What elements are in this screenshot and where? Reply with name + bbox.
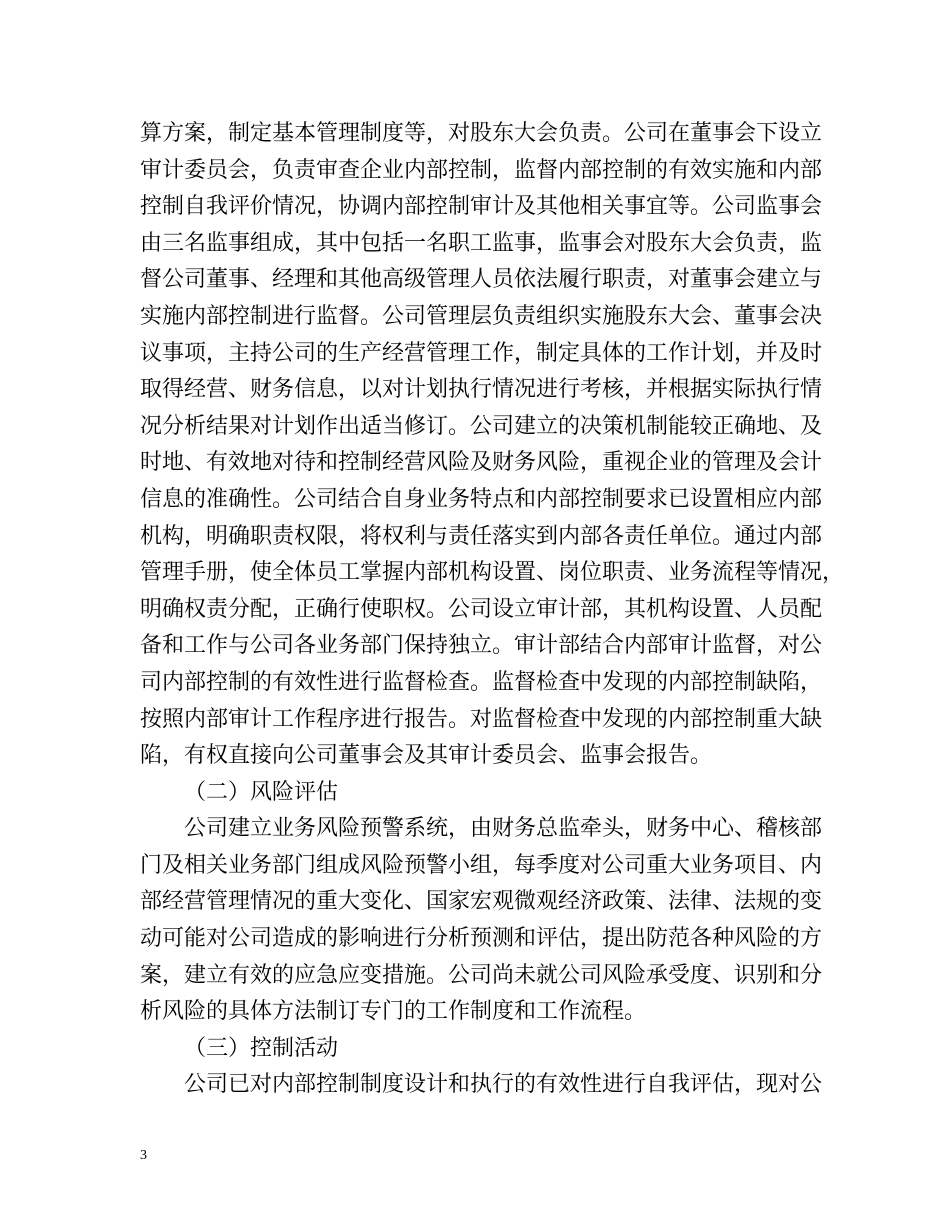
- document-body: [140, 116, 845, 1104]
- text-line: 审计委员会，负责审查企业内部控制，监督内部控制的有效实施和内部: [140, 157, 823, 183]
- text-line: 取得经营、财务信息，以对计划执行情况进行考核，并根据实际执行情: [140, 377, 823, 403]
- text-line: 部经营管理情况的重大变化、国家宏观微观经济政策、法律、法规的变: [140, 889, 823, 915]
- text-line: 案，建立有效的应急应变措施。公司尚未就公司风险承受度、识别和分: [140, 962, 823, 988]
- text-line: 机构，明确职责权限，将权利与责任落实到内部各责任单位。通过内部: [140, 523, 823, 549]
- text-line: 实施内部控制进行监督。公司管理层负责组织实施股东大会、董事会决: [140, 303, 823, 329]
- text-line: 算方案，制定基本管理制度等，对股东大会负责。公司在董事会下设立: [140, 121, 823, 146]
- text-line: 按照内部审计工作程序进行报告。对监督检查中发现的内部控制重大缺: [140, 706, 823, 732]
- text-line: 门及相关业务部门组成风险预警小组，每季度对公司重大业务项目、内: [140, 852, 823, 878]
- section-heading-control-activities: （三）控制活动: [184, 1035, 339, 1061]
- text-line: 控制自我评价情况，协调内部控制审计及其他相关事宜等。公司监事会: [140, 194, 823, 220]
- text-line: 管理手册，使全体员工掌握内部机构设置、岗位职责、业务流程等情况，: [140, 560, 845, 586]
- paragraph-governance: [140, 116, 845, 775]
- text-line: 时地、有效地对待和控制经营风险及财务风险，重视企业的管理及会计: [140, 450, 823, 476]
- text-line: 由三名监事组成，其中包括一名职工监事，监事会对股东大会负责，监: [140, 230, 823, 256]
- paragraph-risk-assessment: [140, 811, 823, 1031]
- page-number: 3: [140, 1148, 147, 1163]
- text-line: 督公司董事、经理和其他高级管理人员依法履行职责，对董事会建立与: [140, 267, 823, 293]
- paragraph-control-activities: [140, 1067, 823, 1104]
- text-line: 公司建立业务风险预警系统，由财务总监牵头，财务中心、稽核部: [184, 816, 823, 842]
- text-line: 明确权责分配，正确行使职权。公司设立审计部，其机构设置、人员配: [140, 596, 823, 622]
- text-line: 备和工作与公司各业务部门保持独立。审计部结合内部审计监督，对公: [140, 633, 823, 659]
- text-line: 况分析结果对计划作出适当修订。公司建立的决策机制能较正确地、及: [140, 413, 823, 439]
- text-line: 信息的准确性。公司结合自身业务特点和内部控制要求已设置相应内部: [140, 486, 823, 512]
- text-line: 析风险的具体方法制订专门的工作制度和工作流程。: [140, 999, 647, 1025]
- text-line: 陷，有权直接向公司董事会及其审计委员会、监事会报告。: [140, 743, 713, 769]
- section-heading-risk-assessment: （二）风险评估: [184, 779, 339, 805]
- text-line: 司内部控制的有效性进行监督检查。监督检查中发现的内部控制缺陷，: [140, 669, 823, 695]
- text-line: 动可能对公司造成的影响进行分析预测和评估，提出防范各种风险的方: [140, 926, 823, 952]
- text-line: 公司已对内部控制制度设计和执行的有效性进行自我评估，现对公: [184, 1072, 823, 1098]
- text-line: 议事项，主持公司的生产经营管理工作，制定具体的工作计划，并及时: [140, 340, 823, 366]
